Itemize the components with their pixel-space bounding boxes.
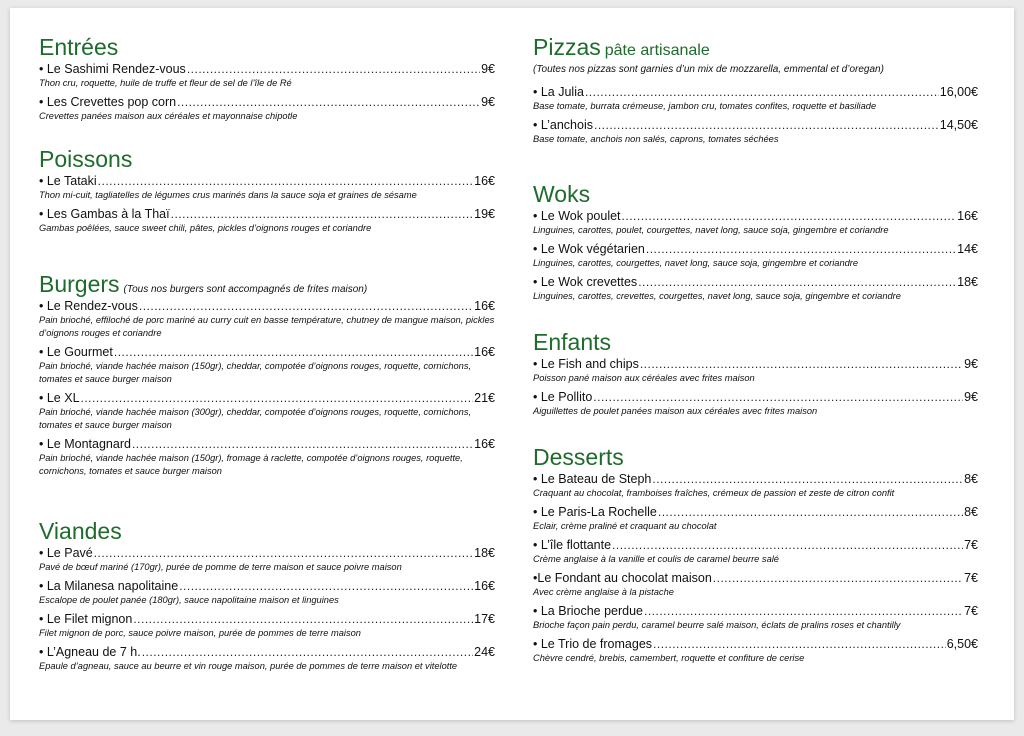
dot-leader bbox=[139, 298, 473, 314]
section-pizzas bbox=[533, 34, 978, 150]
menu-item bbox=[533, 117, 978, 146]
item-name: • L’anchois bbox=[533, 118, 593, 132]
dot-leader bbox=[646, 241, 956, 257]
item-price: 16€ bbox=[474, 345, 495, 359]
dot-leader bbox=[644, 603, 963, 619]
item-name: • Le Sashimi Rendez-vous bbox=[39, 62, 186, 76]
menu-item bbox=[39, 578, 495, 607]
dot-leader bbox=[652, 471, 963, 487]
menu-item bbox=[39, 298, 495, 340]
dot-leader bbox=[622, 208, 957, 224]
menu-item bbox=[533, 603, 978, 632]
menu-item bbox=[39, 206, 495, 235]
item-description: Linguines, carottes, courgettes, navet long, sauce soja, gingembre et coriandre bbox=[533, 258, 859, 268]
item-name: • L’île flottante bbox=[533, 538, 612, 552]
item-description: Thon mi-cuit, tagliatelles de légumes crus marinés dans la sauce soja et graines de sésame bbox=[39, 190, 417, 200]
item-name: • La Brioche perdue bbox=[533, 604, 644, 618]
item-price: 8€ bbox=[964, 472, 978, 486]
item-description: Pavé de bœuf mariné (170gr), purée de pomme de terre maison et sauce poivre maison bbox=[39, 562, 402, 572]
item-description: Avec crème anglaise à la pistache bbox=[533, 587, 674, 597]
dot-leader bbox=[98, 173, 473, 189]
item-description: Filet mignon de porc, sauce poivre maison, purée de pommes de terre maison bbox=[39, 628, 361, 638]
item-price: 7€ bbox=[964, 538, 978, 552]
item-price: 6,50€ bbox=[946, 637, 978, 651]
menu-item bbox=[533, 274, 978, 303]
section-intro: (Toutes nos pizzas sont garnies d’un mix de mozzarella, emmental et d’oregan) bbox=[533, 64, 884, 75]
item-name: • Le Filet mignon bbox=[39, 612, 133, 626]
menu-item bbox=[533, 537, 978, 566]
item-description: Aiguillettes de poulet panées maison aux céréales avec frites maison bbox=[533, 406, 818, 416]
item-name: • Les Gambas à la Thaï bbox=[39, 207, 170, 221]
item-price: 16€ bbox=[474, 299, 495, 313]
menu-page bbox=[10, 8, 1014, 720]
item-description: Crevettes panées maison aux céréales et mayonnaise chipotle bbox=[39, 111, 298, 121]
section-entrees bbox=[39, 34, 495, 127]
item-price: 7€ bbox=[964, 571, 978, 585]
item-name: • La Julia bbox=[533, 85, 584, 99]
dot-leader bbox=[142, 644, 473, 660]
section-title: Entrées bbox=[39, 34, 119, 60]
section-burgers bbox=[39, 271, 495, 482]
item-price: 16€ bbox=[957, 209, 978, 223]
item-name: • Le XL bbox=[39, 391, 80, 405]
item-name: • Le Fish and chips bbox=[533, 357, 639, 371]
item-description: Chèvre cendré, brebis, camembert, roquette et confiture de cerise bbox=[533, 653, 805, 663]
item-name: • Le Paris-La Rochelle bbox=[533, 505, 657, 519]
item-name: • Le Tataki bbox=[39, 174, 97, 188]
menu-item bbox=[533, 471, 978, 500]
dot-leader bbox=[594, 117, 939, 133]
item-price: 18€ bbox=[957, 275, 978, 289]
item-description: Pain brioché, effiloché de porc mariné au curry cuit en basse température, chutney de mangue maison, pickles d’oignons rouges et coriandre bbox=[39, 315, 495, 338]
dot-leader bbox=[171, 206, 474, 222]
item-name: • Le Gourmet bbox=[39, 345, 113, 359]
section-title: Viandes bbox=[39, 518, 122, 544]
item-description: Linguines, carottes, crevettes, courgettes, navet long, sauce soja, gingembre et coriandre bbox=[533, 291, 901, 301]
item-description: Epaule d’agneau, sauce au beurre et vin rouge maison, purée de pommes de terre maison et vitelotte bbox=[39, 661, 458, 671]
item-name: • Le Trio de fromages bbox=[533, 637, 653, 651]
dot-leader bbox=[653, 636, 946, 652]
item-price: 14€ bbox=[957, 242, 978, 256]
menu-item bbox=[39, 436, 495, 478]
dot-leader bbox=[114, 344, 473, 360]
item-name: • Le Pollito bbox=[533, 390, 593, 404]
item-price: 9€ bbox=[481, 95, 495, 109]
section-viandes bbox=[39, 518, 495, 677]
dot-leader bbox=[658, 504, 963, 520]
section-title: Woks bbox=[533, 181, 591, 207]
item-description: Crème anglaise à la vanille et coulis de caramel beurre salé bbox=[533, 554, 779, 564]
item-price: 19€ bbox=[474, 207, 495, 221]
section-subtitle: pâte artisanale bbox=[604, 42, 710, 59]
item-name: • Le Montagnard bbox=[39, 437, 131, 451]
dot-leader bbox=[81, 390, 474, 406]
dot-leader bbox=[187, 61, 480, 77]
section-note: (Tous nos burgers sont accompagnés de frites maison) bbox=[123, 284, 368, 295]
item-price: 16€ bbox=[474, 437, 495, 451]
item-name: • Les Crevettes pop corn bbox=[39, 95, 177, 109]
item-price: 8€ bbox=[964, 505, 978, 519]
item-price: 18€ bbox=[474, 546, 495, 560]
item-description: Base tomate, anchois non salés, caprons, tomates séchées bbox=[533, 134, 779, 144]
menu-item bbox=[39, 611, 495, 640]
dot-leader bbox=[640, 356, 963, 372]
dot-leader bbox=[179, 578, 473, 594]
menu-item bbox=[533, 208, 978, 237]
item-price: 16,00€ bbox=[939, 85, 978, 99]
dot-leader bbox=[638, 274, 956, 290]
menu-item bbox=[533, 356, 978, 385]
dot-leader bbox=[94, 545, 473, 561]
item-name: • Le Bateau de Steph bbox=[533, 472, 652, 486]
menu-item bbox=[39, 173, 495, 202]
menu-item bbox=[533, 504, 978, 533]
item-price: 17€ bbox=[474, 612, 495, 626]
item-description: Craquant au chocolat, framboises fraîches, crémeux de passion et zeste de citron confit bbox=[533, 488, 895, 498]
item-description: Gambas poêlées, sauce sweet chili, pâtes, pickles d’oignons rouges et coriandre bbox=[39, 223, 372, 233]
section-woks bbox=[533, 181, 978, 307]
dot-leader bbox=[132, 436, 473, 452]
section-title: Enfants bbox=[533, 329, 611, 355]
item-name: • La Milanesa napolitaine bbox=[39, 579, 179, 593]
item-description: Brioche façon pain perdu, caramel beurre salé maison, éclats de pralins roses et chantilly bbox=[533, 620, 901, 630]
section-enfants bbox=[533, 329, 978, 422]
item-price: 9€ bbox=[964, 390, 978, 404]
item-description: Thon cru, roquette, huile de truffe et fleur de sel de l’île de Ré bbox=[39, 78, 292, 88]
dot-leader bbox=[585, 84, 939, 100]
menu-item bbox=[39, 545, 495, 574]
menu-item bbox=[39, 644, 495, 673]
item-description: Poisson pané maison aux céréales avec frites maison bbox=[533, 373, 755, 383]
item-name: • Le Wok poulet bbox=[533, 209, 621, 223]
menu-item bbox=[39, 94, 495, 123]
item-price: 16€ bbox=[474, 579, 495, 593]
item-description: Linguines, carottes, poulet, courgettes, navet long, sauce soja, gingembre et coriandre bbox=[533, 225, 889, 235]
item-description: Pain brioché, viande hachée maison (150gr), cheddar, compotée d’oignons rouges, roquette, cornichons, tomates et sauce burger maison bbox=[39, 361, 472, 384]
section-poissons bbox=[39, 146, 495, 239]
dot-leader bbox=[593, 389, 963, 405]
item-price: 21€ bbox=[474, 391, 495, 405]
item-price: 16€ bbox=[474, 174, 495, 188]
item-name: • L’Agneau de 7 h. bbox=[39, 645, 141, 659]
item-name: • Le Rendez-vous bbox=[39, 299, 138, 313]
section-title: Poissons bbox=[39, 146, 133, 172]
item-price: 14,50€ bbox=[939, 118, 978, 132]
item-description: Base tomate, burrata crémeuse, jambon cru, tomates confites, roquette et basiliade bbox=[533, 101, 877, 111]
dot-leader bbox=[177, 94, 480, 110]
menu-item bbox=[533, 84, 978, 113]
item-price: 24€ bbox=[474, 645, 495, 659]
dot-leader bbox=[713, 570, 963, 586]
item-name: •Le Fondant au chocolat maison bbox=[533, 571, 712, 585]
item-price: 9€ bbox=[481, 62, 495, 76]
item-price: 9€ bbox=[964, 357, 978, 371]
dot-leader bbox=[612, 537, 963, 553]
dot-leader bbox=[133, 611, 473, 627]
section-title: Pizzas pâte artisanale bbox=[533, 34, 710, 60]
menu-item bbox=[39, 390, 495, 432]
item-name: • Le Wok crevettes bbox=[533, 275, 638, 289]
item-name: • Le Wok végétarien bbox=[533, 242, 645, 256]
item-description: Eclair, crème praliné et craquant au chocolat bbox=[533, 521, 717, 531]
menu-item bbox=[533, 636, 978, 665]
menu-item bbox=[533, 570, 978, 599]
section-desserts bbox=[533, 444, 978, 669]
menu-item bbox=[533, 241, 978, 270]
item-description: Pain brioché, viande hachée maison (150gr), fromage à raclette, compotée d’oignons rouges, roquette, cornichons, tomates et sauce burger maison bbox=[39, 453, 463, 476]
item-description: Pain brioché, viande hachée maison (300gr), cheddar, compotée d’oignons rouges, roquette, cornichons, tomates et sauce burger maison bbox=[39, 407, 472, 430]
menu-item bbox=[533, 389, 978, 418]
item-price: 7€ bbox=[964, 604, 978, 618]
menu-item bbox=[39, 61, 495, 90]
section-title: Burgers (Tous nos burgers sont accompagnés de frites maison) bbox=[39, 271, 368, 297]
section-title: Desserts bbox=[533, 444, 624, 470]
menu-item bbox=[39, 344, 495, 386]
item-name: • Le Pavé bbox=[39, 546, 93, 560]
item-description: Escalope de poulet panée (180gr), sauce napolitaine maison et linguines bbox=[39, 595, 339, 605]
